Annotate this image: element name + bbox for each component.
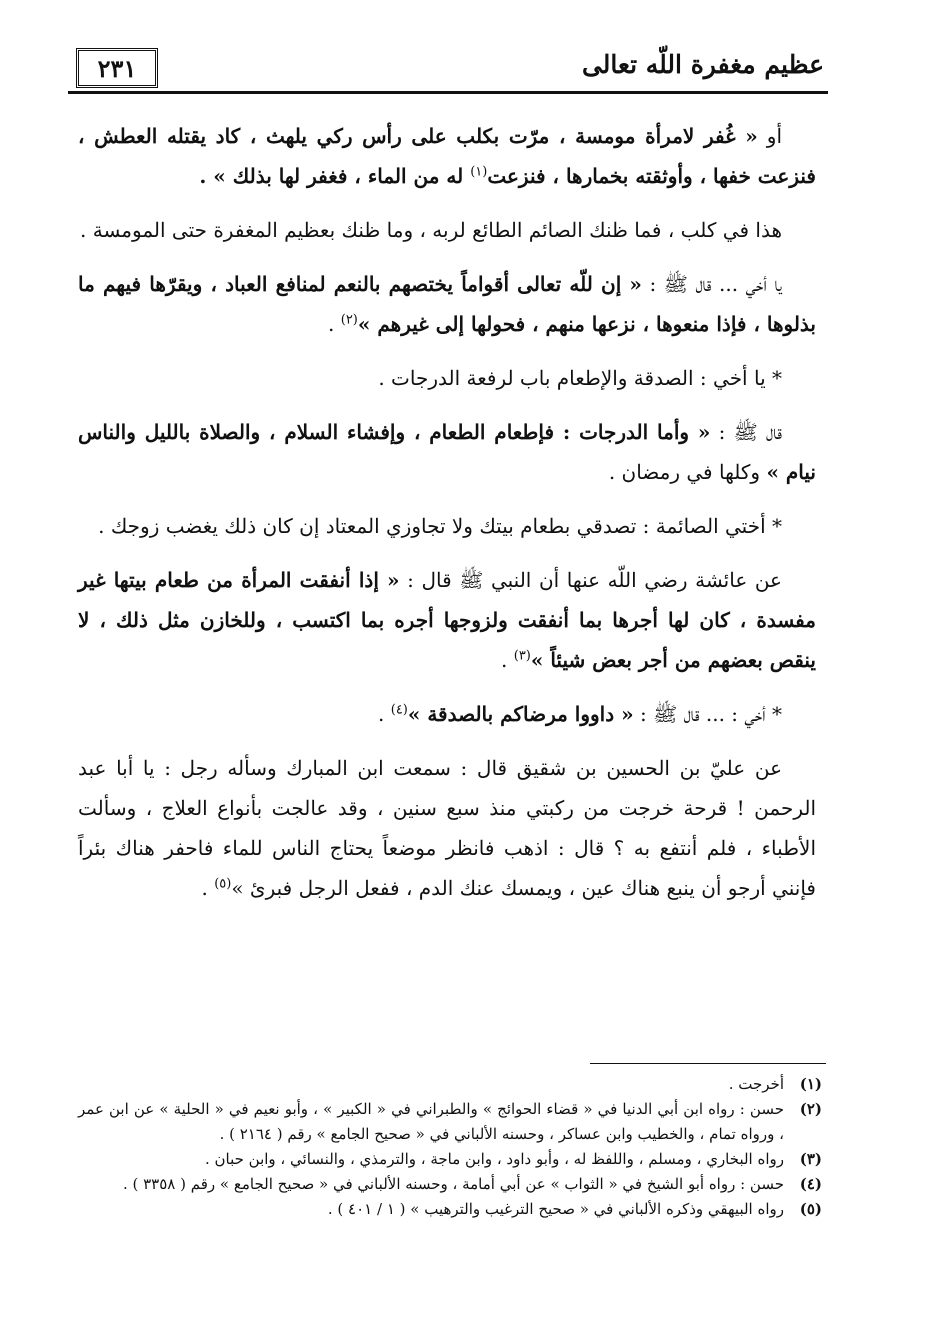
paragraph-8 xyxy=(78,694,816,734)
hadith-quote-end: له من الماء ، فغفر لها بذلك » . xyxy=(199,164,471,188)
hadith-quote: « إذا أنفقت المرأة من طعام بيتها غير مفسدة ، كان لها أجرها بما أنفقت ولزوجها أجره بما اكتسب ، وللخازن مثل ذلك ، لا ينقص بعضهم من أجر بعض شيئاً » xyxy=(78,568,816,672)
paragraph-7 xyxy=(78,560,816,680)
main-text xyxy=(78,116,816,922)
footnote-ref: (١) xyxy=(470,164,488,180)
page-header xyxy=(68,44,828,94)
running-title: عظيم مغفرة اللّه تعالى xyxy=(581,50,824,79)
footnote-1 xyxy=(78,1072,822,1097)
paragraph-end: . xyxy=(328,312,341,336)
paragraph-lead: يا أخي ... قال ﷺ : xyxy=(641,272,782,296)
footnote-ref: (٢) xyxy=(340,312,358,328)
paragraph-6: * أختي الصائمة : تصدقي بطعام بيتك ولا تجاوزي المعتاد إن كان ذلك يغضب زوجك . xyxy=(98,514,782,538)
footnote-text: حسن : رواه ابن أبي الدنيا في « قضاء الحوائج » والطبراني في « الكبير » ، وأبو نعيم في « الحلية » عن ابن عمر ، ورواه تمام ، والخطيب وابن عساكر ، وحسنه الألباني في « صحيح الجامع » رقم ( ٢١٦٤ ) . xyxy=(78,1100,784,1143)
footnote-ref: (٤) xyxy=(390,702,408,718)
paragraph-end: . xyxy=(201,876,215,900)
page-number: ٢٣١ xyxy=(76,48,158,88)
hadith-quote: « إن للّه تعالى أقواماً يختصهم بالنعم لمنافع العباد ، ويقرّها فيهم ما بذلوها ، فإذا منعوها ، نزعها منهم ، فحولها إلى غيرهم » xyxy=(78,272,816,336)
footnote-ref: (٥) xyxy=(214,876,232,892)
paragraph-3 xyxy=(78,264,816,344)
footnote-ref: (٣) xyxy=(513,648,531,664)
paragraph-end: . xyxy=(501,648,514,672)
footnote-3 xyxy=(78,1147,822,1172)
paragraph-1 xyxy=(78,116,816,196)
paragraph-lead: أو xyxy=(757,124,782,148)
footnote-text: أخرجت . xyxy=(728,1075,784,1093)
paragraph-lead: * أخي : ... قال ﷺ : xyxy=(633,702,782,726)
footnote-text: رواه البخاري ، ومسلم ، واللفظ له ، وأبو داود ، وابن ماجة ، والترمذي ، والنسائي ، وابن حبان . xyxy=(204,1150,784,1168)
footnote-divider xyxy=(590,1063,826,1064)
hadith-quote: « وأما الدرجات : فإطعام الطعام ، وإفشاء السلام ، والصلاة بالليل والناس نيام » xyxy=(78,420,816,484)
footnote-number: (٢) xyxy=(799,1100,822,1118)
footnote-number: (١) xyxy=(799,1075,822,1093)
footnote-number: (٥) xyxy=(799,1200,822,1218)
hadith-quote: « غُفر لامرأة مومسة ، مرّت بكلب على رأس ركي يلهث ، كاد يقتله العطش ، فنزعت خفها ، وأوثقته بخمارها ، فنزعت xyxy=(78,124,816,188)
footnote-text: حسن : رواه أبو الشيخ في « الثواب » عن أبي أمامة ، وحسنه الألباني في « صحيح الجامع » رقم ( ٣٣٥٨ ) . xyxy=(122,1175,784,1193)
footnote-text: رواه البيهقي وذكره الألباني في « صحيح الترغيب والترهيب » ( ١ / ٤٠١ ) . xyxy=(327,1200,784,1218)
footnote-4 xyxy=(78,1172,822,1197)
footnote-2 xyxy=(78,1097,822,1147)
footnote-number: (٣) xyxy=(799,1150,822,1168)
paragraph-end: . xyxy=(378,702,391,726)
hadith-quote: « داووا مرضاكم بالصدقة » xyxy=(407,702,634,726)
footnotes xyxy=(78,1072,822,1222)
footnote-number: (٤) xyxy=(799,1175,822,1193)
paragraph-4: * يا أخي : الصدقة والإطعام باب لرفعة الدرجات . xyxy=(378,366,782,390)
paragraph-5 xyxy=(78,412,816,492)
paragraph-2: هذا في كلب ، فما ظنك الصائم الطائع لربه ، وما ظنك بعظيم المغفرة حتى المومسة . xyxy=(80,218,782,242)
footnote-5 xyxy=(78,1197,822,1222)
paragraph-text: عن عليّ بن الحسين بن شقيق قال : سمعت ابن المبارك وسأله رجل : يا أبا عبد الرحمن ! قرحة خرجت من ركبتي منذ سبع سنين ، وقد عالجت بأنواع العلاج ، وسألت الأطباء ، فلم أنتفع به ؟ قال : اذهب فانظر موضعاً يحتاج الناس للماء فاحفر هناك بئراً فإنني أرجو أن ينبع هناك عين ، ويمسك عنك الدم ، ففعل الرجل فبرئ » xyxy=(78,756,817,900)
paragraph-end: وكلها في رمضان . xyxy=(608,460,767,484)
paragraph-9 xyxy=(78,748,816,908)
paragraph-lead: قال ﷺ : xyxy=(710,420,782,444)
paragraph-lead: عن عائشة رضي اللّه عنها أن النبي ﷺ قال : xyxy=(399,568,782,592)
